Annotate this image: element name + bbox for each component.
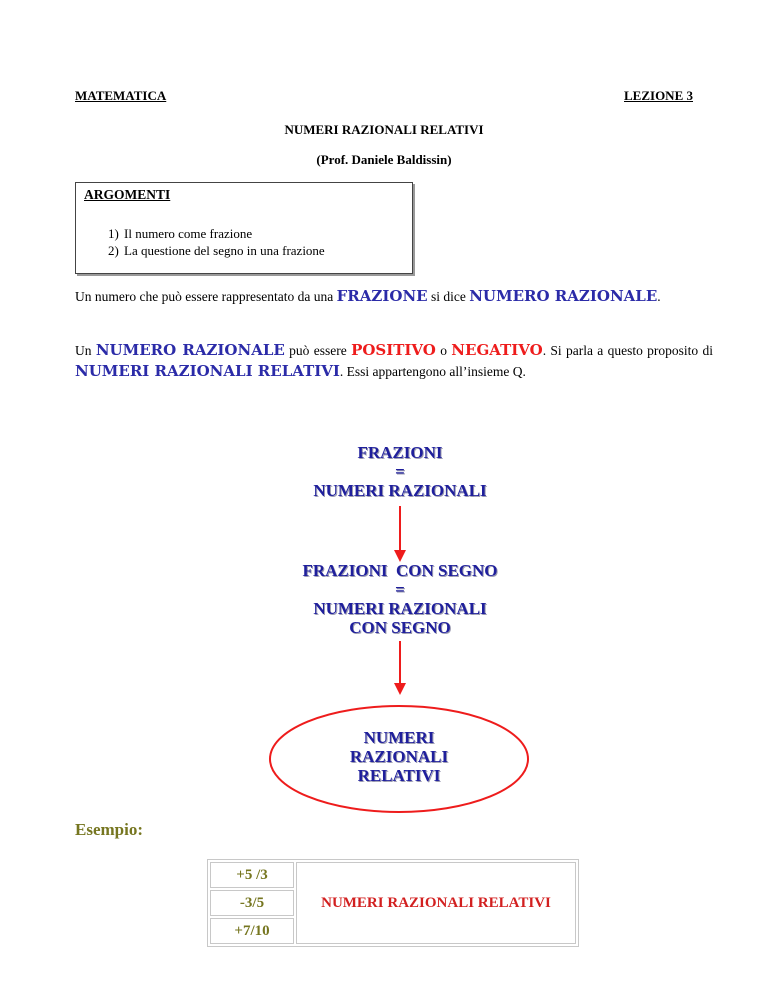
- page-title: NUMERI RAZIONALI RELATIVI: [284, 122, 484, 137]
- example-value: -3/5: [210, 890, 294, 916]
- diagram-block-fractions: FRAZIONI = NUMERI RAZIONALI: [313, 443, 487, 500]
- keyword-negativo: NEGATIVO: [451, 341, 543, 359]
- example-value: +5 /3: [210, 862, 294, 888]
- table-row: [210, 862, 576, 888]
- down-arrow-icon: [390, 506, 410, 566]
- example-description: NUMERI RAZIONALI RELATIVI: [296, 862, 576, 944]
- example-table: [207, 859, 579, 947]
- paragraph-1: Un numero che può essere rappresentato da una FRAZIONE si dice NUMERO RAZIONALE.: [75, 287, 661, 305]
- example-label: Esempio:: [75, 820, 143, 839]
- diagram-block-relative-numbers: NUMERI RAZIONALI RELATIVI: [349, 728, 449, 785]
- subject-header: MATEMATICA: [75, 88, 167, 103]
- down-arrow-icon: [390, 641, 410, 699]
- keyword-frazione: FRAZIONE: [336, 287, 428, 305]
- example-value: +7/10: [210, 918, 294, 944]
- keyword-numeri-razionali-relativi: NUMERI RAZIONALI RELATIVI: [75, 362, 340, 380]
- keyword-numero-razionale: NUMERO RAZIONALE: [469, 287, 658, 305]
- topics-heading: ARGOMENTI: [84, 187, 171, 202]
- diagram-block-signed-fractions: FRAZIONI CON SEGNO = NUMERI RAZIONALI CON SEGNO: [302, 561, 498, 637]
- topic-item: 1) Il numero come frazione: [108, 226, 253, 241]
- topics-box: [75, 182, 413, 274]
- topics-list: [108, 225, 325, 259]
- author-line: (Prof. Daniele Baldissin): [316, 152, 452, 167]
- lesson-header: LEZIONE 3: [624, 88, 693, 103]
- keyword-positivo: POSITIVO: [351, 341, 436, 359]
- topic-item: 2) La questione del segno in una frazione: [108, 243, 325, 258]
- keyword-numero-razionale: NUMERO RAZIONALE: [95, 341, 285, 359]
- paragraph-2: Un NUMERO RAZIONALE può essere POSITIVO o NEGATIVO. Si parla a questo proposito di NUMERI RAZIONALI RELATIVI. Essi appartengono all’insieme Q.: [75, 341, 714, 380]
